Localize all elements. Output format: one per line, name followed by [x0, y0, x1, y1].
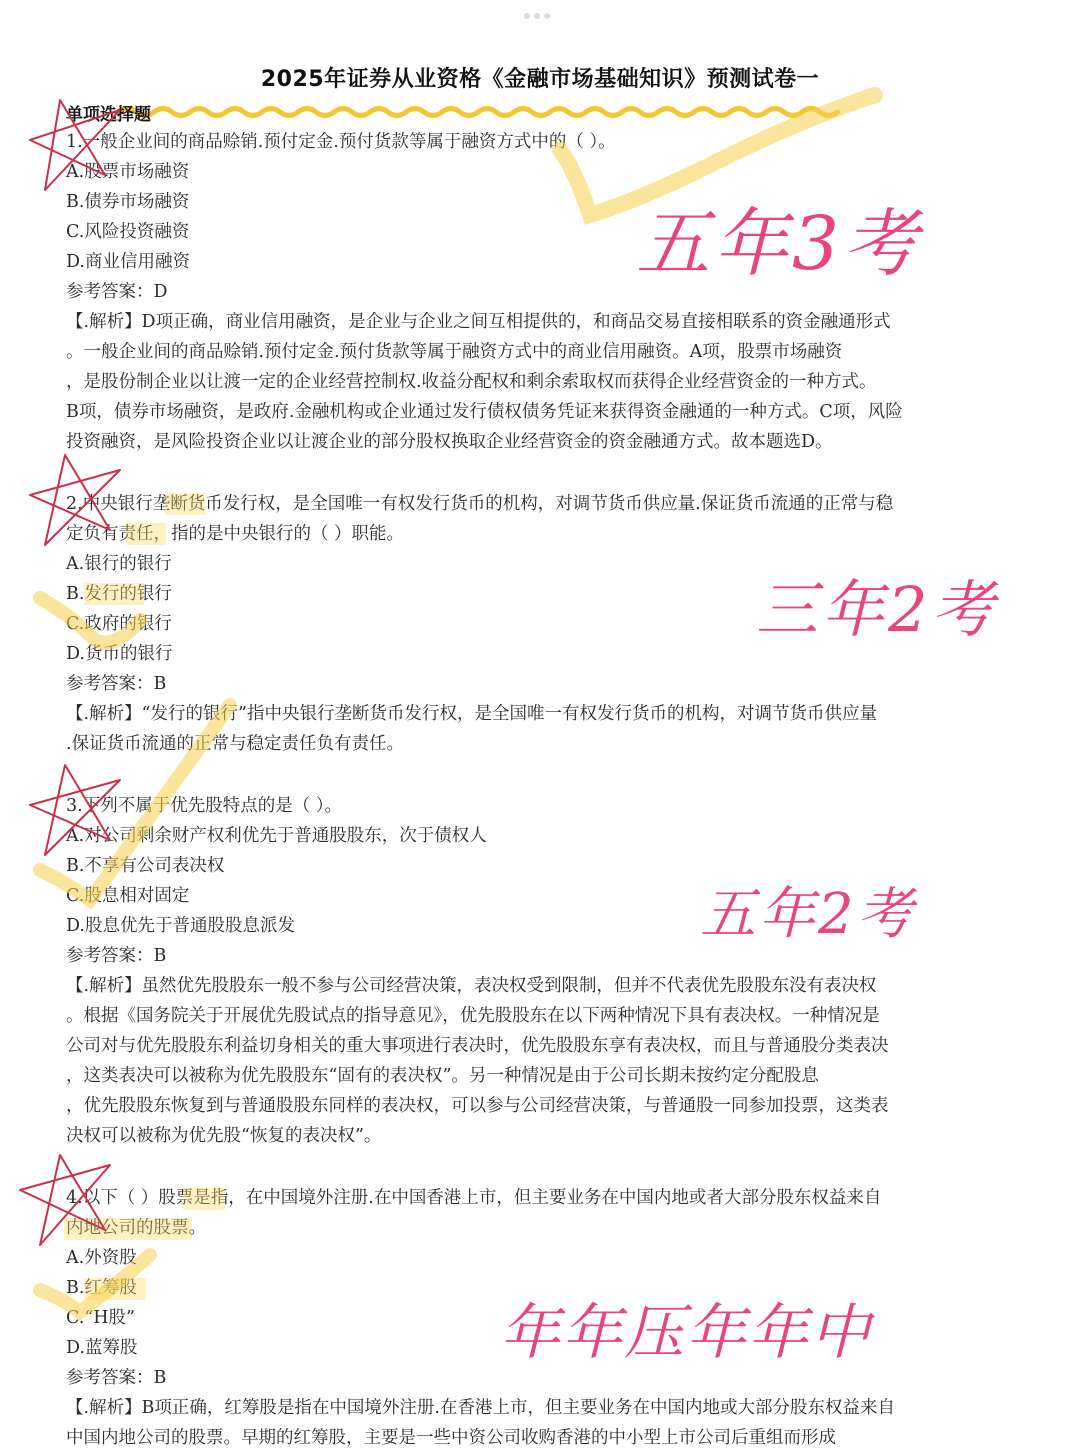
question-1-option-c: C.风险投资融资 — [66, 222, 190, 242]
question-3-explanation: 【.解析】虽然优先股股东一般不参与公司经营决策，表决权受到限制，但并不代表优先股股东没有表决权 — [66, 976, 877, 996]
question-1-answer: 参考答案：D — [66, 282, 168, 302]
question-3-explanation: ，这类表决可以被称为优先股股东“固有的表决权”。另一种情况是由于公司长期未按约定分配股息 — [66, 1066, 819, 1086]
yellow-wave-underline — [118, 104, 848, 120]
highlight-mark — [84, 1278, 146, 1300]
question-3-option-d: D.股息优先于普通股股息派发 — [66, 916, 295, 936]
question-1-option-a: A.股票市场融资 — [66, 162, 190, 182]
question-3-explanation: 。根据《国务院关于开展优先股试点的指导意见》，优先股股东在以下两种情况下具有表决权。一种情况是 — [66, 1006, 880, 1026]
question-3-answer: 参考答案：B — [66, 946, 167, 966]
question-2-explanation: 【.解析】“发行的银行”指中央银行垄断货币发行权，是全国唯一有权发行货币的机构，对调节货币供应量 — [66, 704, 877, 724]
question-4-option-b: B.红筹股 — [66, 1278, 137, 1298]
question-4-option-c: C.“H股” — [66, 1308, 135, 1328]
question-2-option-d: D.货币的银行 — [66, 644, 173, 664]
highlight-mark — [64, 1218, 192, 1240]
question-4-explanation: 【.解析】B项正确，红筹股是指在中国境外注册.在香港上市，但主要业务在中国内地或大部分股东权益来自 — [66, 1398, 895, 1418]
highlight-mark — [165, 493, 205, 515]
question-4-stem: 内地公司的股票。 — [66, 1218, 206, 1238]
highlight-mark — [84, 583, 144, 605]
handwritten-note: 五年3考 — [636, 201, 922, 287]
question-2-option-b: B.发行的银行 — [66, 584, 172, 604]
question-2-explanation: .保证货币流通的正常与稳定责任负有责任。 — [66, 734, 405, 754]
question-2-stem: 定负有责任，指的是中央银行的（ ）职能。 — [66, 524, 405, 544]
handwritten-note: 三年2考 — [756, 573, 998, 646]
question-3-explanation: ，优先股股东恢复到与普通股股东同样的表决权，可以参与公司经营决策，与普通股一同参加投票，这类表 — [66, 1096, 889, 1116]
page-title: 2025年证券从业资格《金融市场基础知识》预测试卷一 — [260, 67, 820, 92]
question-1-stem: 1.一般企业间的商品赊销.预付定金.预付货款等属于融资方式中的（ ）。 — [66, 132, 616, 152]
question-1-explanation: 【.解析】D项正确，商业信用融资，是企业与企业之间互相提供的，和商品交易直接相联系的资金融通形式 — [66, 312, 891, 332]
section-heading: 单项选择题 — [66, 105, 151, 125]
question-2-option-c: C.政府的银行 — [66, 614, 172, 634]
question-2-option-a: A.银行的银行 — [66, 554, 172, 574]
question-3-explanation: 决权可以被称为优先股“恢复的表决权”。 — [66, 1126, 382, 1146]
question-list — [66, 127, 1026, 1453]
question-3-option-a: A.对公司剩余财产权利优先于普通股股东，次于债权人 — [66, 826, 487, 846]
question-2-stem: 2.中央银行垄断货币发行权，是全国唯一有权发行货币的机构，对调节货币供应量.保证货币流通的正常与稳 — [66, 494, 894, 514]
handwritten-note: 五年2考 — [700, 882, 916, 947]
question-2-answer: 参考答案：B — [66, 674, 167, 694]
question-1-option-b: B.债券市场融资 — [66, 192, 190, 212]
highlight-mark — [183, 1188, 225, 1210]
question-1-explanation: 投资融资，是风险投资企业以让渡企业的部分股权换取企业经营资金的资金融通方式。故本题选D。 — [66, 432, 833, 452]
handwritten-note: 年年压年年中 — [500, 1298, 872, 1368]
question-3-explanation: 公司对与优先股股东利益切身相关的重大事项进行表决时，优先股股东享有表决权，而且与普通股分类表决 — [66, 1036, 889, 1056]
question-3-stem: 3.下列不属于优先股特点的是（ ）。 — [66, 796, 343, 816]
question-4-option-d: D.蓝筹股 — [66, 1338, 138, 1358]
question-3-option-b: B.不享有公司表决权 — [66, 856, 225, 876]
highlight-mark — [126, 523, 166, 545]
question-1-explanation: 。一般企业间的商品赊销.预付定金.预付货款等属于融资方式中的商业信用融资。A项，股票市场融资 — [66, 342, 843, 362]
question-1-option-d: D.商业信用融资 — [66, 252, 190, 272]
question-1-explanation: B项，债券市场融资，是政府.金融机构或企业通过发行债权债务凭证来获得资金融通的一种方式。C项，风险 — [66, 402, 903, 422]
question-4-option-a: A.外资股 — [66, 1248, 137, 1268]
question-4-stem: 4.以下（ ）股票是指，在中国境外注册.在中国香港上市，但主要业务在中国内地或者大部分股东权益来自 — [66, 1188, 882, 1208]
page-indicator — [524, 13, 550, 19]
question-3-option-c: C.股息相对固定 — [66, 886, 190, 906]
question-1-explanation: ，是股份制企业以让渡一定的企业经营控制权.收益分配权和剩余索取权而获得企业经营资金的一种方式。 — [66, 372, 877, 392]
question-4-answer: 参考答案：B — [66, 1368, 167, 1388]
question-4-explanation: 中国内地公司的股票。早期的红筹股，主要是一些中资公司收购香港的中小型上市公司后重组而形成 — [66, 1428, 836, 1448]
